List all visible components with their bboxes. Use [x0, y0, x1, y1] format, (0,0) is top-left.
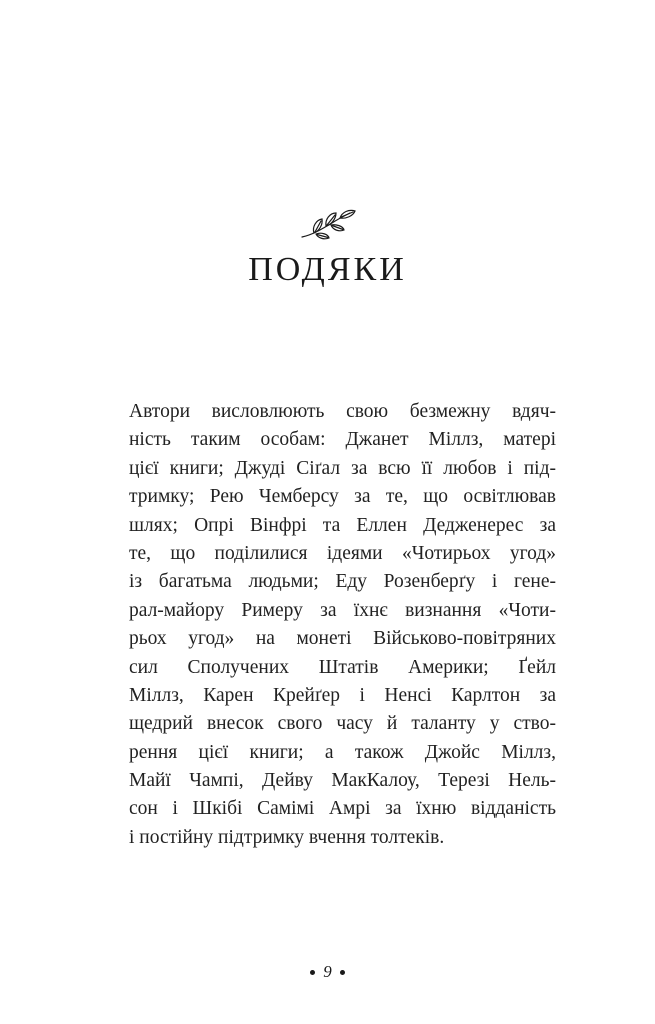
text-line: Міллз, Карен Крейґер і Ненсі Карлтон за	[129, 684, 556, 706]
text-line: рьох угод» на монеті Військово-повітряних	[129, 628, 556, 650]
bullet-dot-icon	[310, 970, 315, 975]
page-title: ПОДЯКИ	[248, 251, 407, 288]
acknowledgements-paragraph	[129, 398, 556, 852]
bullet-dot-icon	[340, 970, 345, 975]
text-line: те, що поділилися ідеями «Чотирьох угод»	[129, 542, 556, 564]
text-line: із багатьма людьми; Еду Розенберґу і гене-	[129, 571, 556, 593]
text-line: ність таким особам: Джанет Міллз, матері	[129, 429, 556, 451]
text-line: шлях; Опрі Вінфрі та Еллен Дедженерес за	[129, 514, 556, 536]
text-line: сон і Шкібі Самімі Амрі за їхню відданість	[129, 798, 556, 820]
page-number-footer	[0, 962, 655, 982]
text-line: Автори висловлюють свою безмежну вдяч-	[129, 401, 556, 422]
text-line: Майї Чампі, Дейву МакКалоу, Терезі Нель-	[129, 770, 556, 792]
text-line: щедрий внесок свого часу й таланту у ство-	[129, 713, 556, 735]
page-number: 9	[323, 962, 332, 981]
text-line: тримку; Рею Чемберсу за те, що освітлював	[129, 486, 556, 508]
text-line: сил Сполучених Штатів Америки; Ґейл	[129, 656, 556, 678]
text-line: цієї книги; Джуді Сіґал за всю її любов і під-	[129, 457, 556, 479]
leaf-branch-icon	[298, 207, 358, 243]
text-line: рал-майору Римеру за їхнє визнання «Чоти-	[129, 599, 556, 621]
text-line: і постійну підтримку вчення толтеків.	[129, 826, 445, 848]
text-line: рення цієї книги; а також Джойс Міллз,	[129, 741, 556, 763]
